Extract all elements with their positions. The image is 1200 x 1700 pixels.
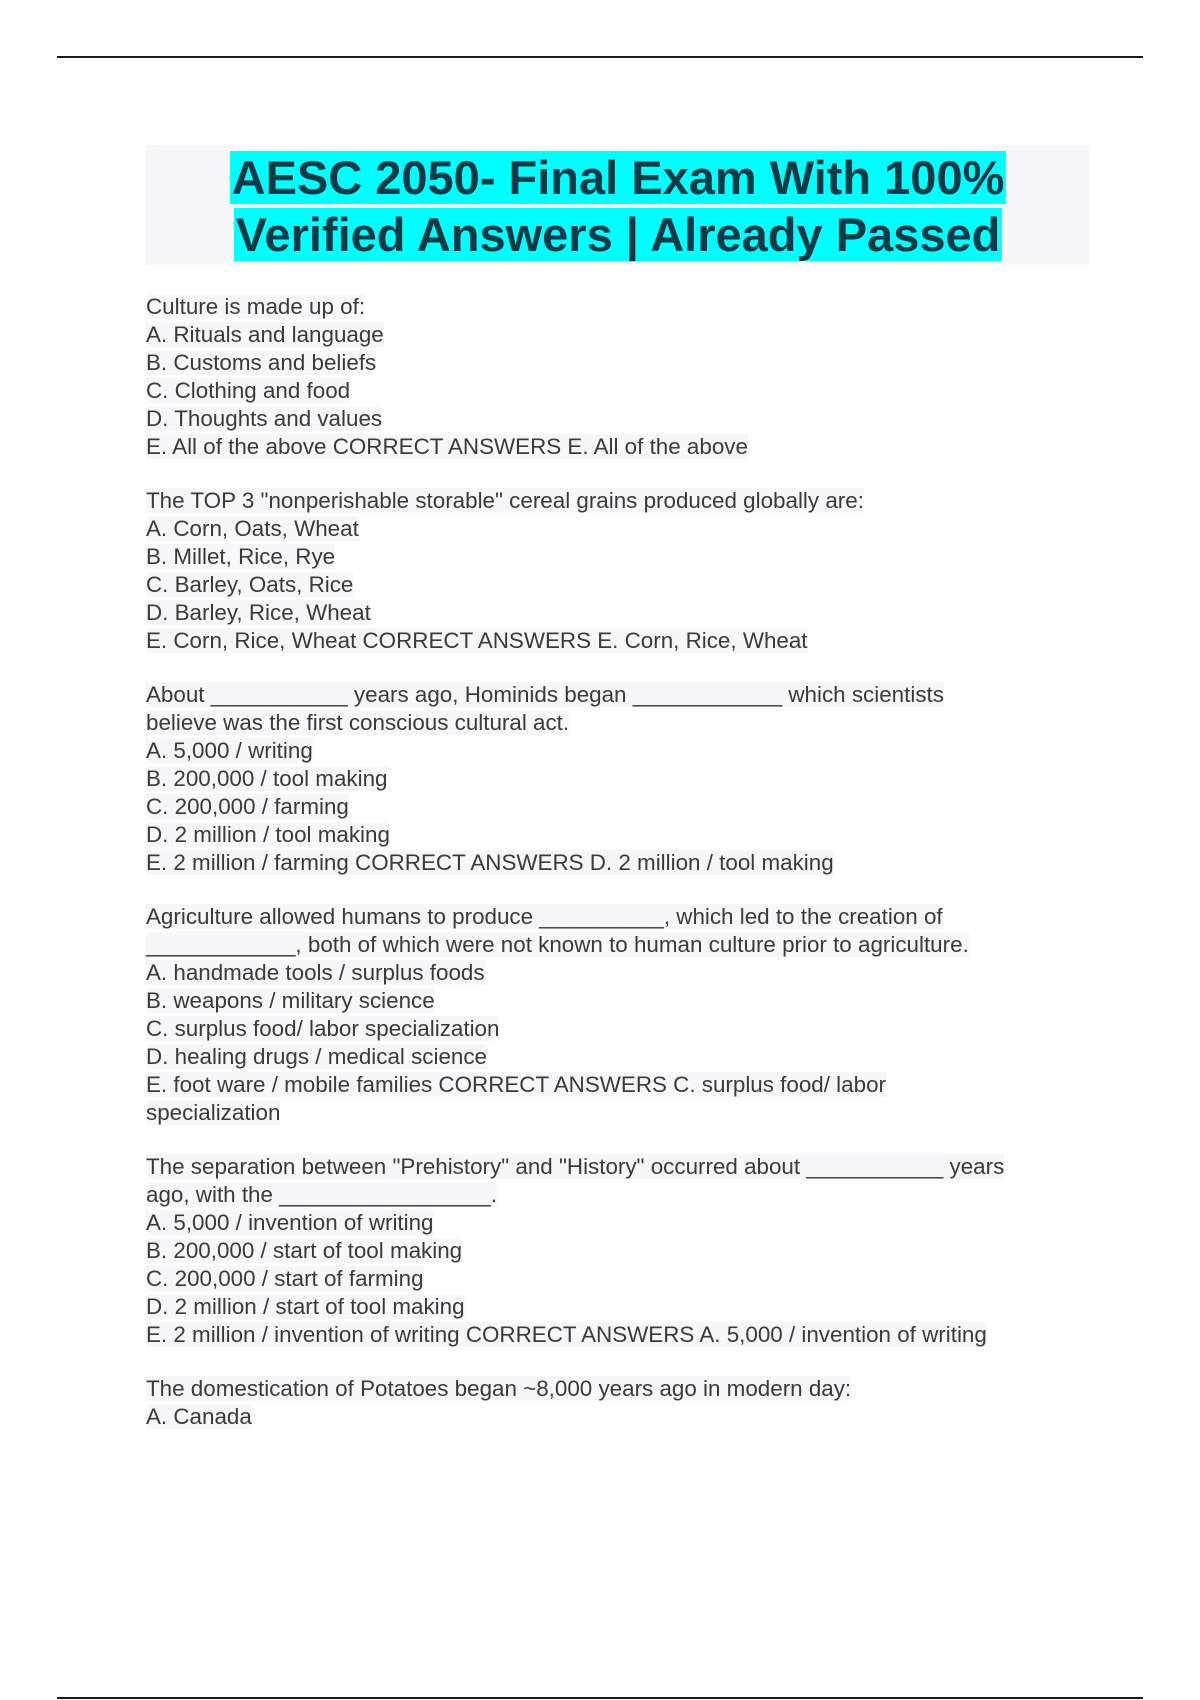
question-line <box>146 987 1090 1015</box>
question-line <box>146 321 1090 349</box>
line-text: The domestication of Potatoes began ~8,000 years ago in modern day: <box>146 1376 852 1401</box>
question-text <box>146 681 1090 709</box>
question-block <box>146 903 1090 1127</box>
line-text: D. 2 million / start of tool making <box>146 1294 465 1319</box>
line-text: B. Millet, Rice, Rye <box>146 544 336 569</box>
title-line-2: Verified Answers | Already Passed <box>235 208 1001 261</box>
line-text: C. 200,000 / start of farming <box>146 1266 424 1291</box>
question-line <box>146 1403 1090 1431</box>
line-text: B. 200,000 / tool making <box>146 766 388 791</box>
line-text: C. 200,000 / farming <box>146 794 349 819</box>
question-line <box>146 405 1090 433</box>
line-text: B. weapons / military science <box>146 988 435 1013</box>
line-text: C. surplus food/ labor specialization <box>146 1016 500 1041</box>
question-line <box>146 959 1090 987</box>
line-text: The TOP 3 "nonperishable storable" cereal grains produced globally are: <box>146 488 864 513</box>
line-text: A. Canada <box>146 1404 252 1429</box>
line-text: D. healing drugs / medical science <box>146 1044 488 1069</box>
question-line <box>146 709 1090 737</box>
line-text: E. 2 million / invention of writing CORRECT ANSWERS A. 5,000 / invention of writing <box>146 1322 987 1347</box>
line-text: D. Thoughts and values <box>146 406 383 431</box>
line-text: E. All of the above CORRECT ANSWERS E. All of the above <box>146 434 748 459</box>
question-text <box>146 1375 1090 1403</box>
question-line <box>146 765 1090 793</box>
document-body <box>146 145 1090 1457</box>
question-line <box>146 1015 1090 1043</box>
question-line <box>146 377 1090 405</box>
question-line <box>146 1071 1090 1099</box>
question-line <box>146 931 1090 959</box>
line-text: D. 2 million / tool making <box>146 822 390 847</box>
question-line <box>146 515 1090 543</box>
line-text: ago, with the _________________. <box>146 1182 498 1207</box>
line-text: The separation between "Prehistory" and "History" occurred about ___________ years <box>146 1154 1005 1179</box>
page-title <box>146 149 1090 263</box>
line-text: C. Clothing and food <box>146 378 351 403</box>
question-block <box>146 1153 1090 1349</box>
question-line <box>146 1321 1090 1349</box>
question-line <box>146 821 1090 849</box>
question-line <box>146 793 1090 821</box>
line-text: A. 5,000 / invention of writing <box>146 1210 434 1235</box>
line-text: Agriculture allowed humans to produce __________, which led to the creation of <box>146 904 943 929</box>
line-text: E. 2 million / farming CORRECT ANSWERS D. 2 million / tool making <box>146 850 834 875</box>
question-line <box>146 1237 1090 1265</box>
line-text: believe was the first conscious cultural act. <box>146 710 570 735</box>
question-text <box>146 1153 1090 1181</box>
question-line <box>146 1043 1090 1071</box>
line-text: D. Barley, Rice, Wheat <box>146 600 371 625</box>
line-text: B. 200,000 / start of tool making <box>146 1238 463 1263</box>
question-block <box>146 487 1090 655</box>
bottom-rule <box>57 1697 1143 1699</box>
question-line <box>146 571 1090 599</box>
question-line <box>146 349 1090 377</box>
line-text: A. 5,000 / writing <box>146 738 313 763</box>
line-text: A. Corn, Oats, Wheat <box>146 516 359 541</box>
question-text <box>146 487 1090 515</box>
question-text <box>146 903 1090 931</box>
question-line <box>146 1209 1090 1237</box>
question-line <box>146 849 1090 877</box>
question-block <box>146 1375 1090 1431</box>
top-rule <box>57 56 1143 58</box>
question-line <box>146 737 1090 765</box>
question-line <box>146 1099 1090 1127</box>
line-text: specialization <box>146 1100 281 1125</box>
question-line <box>146 627 1090 655</box>
question-line <box>146 543 1090 571</box>
line-text: About ___________ years ago, Hominids began ____________ which scientists <box>146 682 944 707</box>
line-text: A. handmade tools / surplus foods <box>146 960 485 985</box>
question-list <box>146 293 1090 1431</box>
line-text: E. foot ware / mobile families CORRECT ANSWERS C. surplus food/ labor <box>146 1072 886 1097</box>
question-line <box>146 1293 1090 1321</box>
line-text: A. Rituals and language <box>146 322 384 347</box>
question-line <box>146 1265 1090 1293</box>
question-line <box>146 433 1090 461</box>
question-text <box>146 293 1090 321</box>
question-line <box>146 1181 1090 1209</box>
question-block <box>146 293 1090 461</box>
title-line-1: AESC 2050- Final Exam With 100% <box>231 151 1005 204</box>
question-line <box>146 599 1090 627</box>
title-band <box>146 145 1090 265</box>
line-text: C. Barley, Oats, Rice <box>146 572 354 597</box>
line-text: Culture is made up of: <box>146 294 366 319</box>
line-text: B. Customs and beliefs <box>146 350 377 375</box>
line-text: ____________, both of which were not known to human culture prior to agriculture. <box>146 932 969 957</box>
question-block <box>146 681 1090 877</box>
line-text: E. Corn, Rice, Wheat CORRECT ANSWERS E. Corn, Rice, Wheat <box>146 628 808 653</box>
